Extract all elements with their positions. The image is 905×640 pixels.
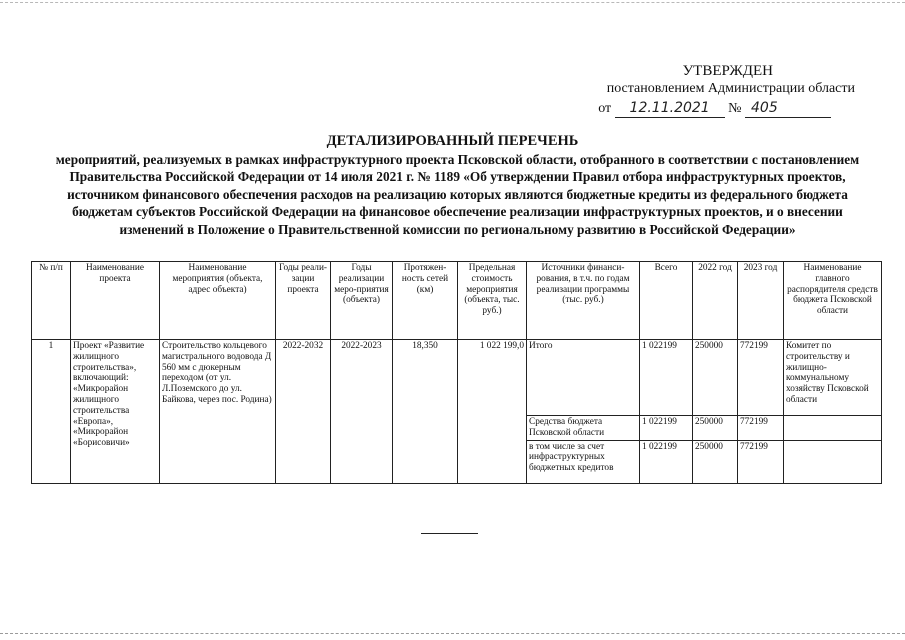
row-number-cell: 1 [32, 340, 71, 484]
source-name-cell: Средства бюджета Псковской области [527, 416, 640, 441]
header-cell: № п/п [32, 262, 71, 340]
events-table [31, 261, 882, 484]
header-cell: Источники финанси-рования, в т.ч. по годам реализации программы (тыс. руб.) [527, 262, 640, 340]
header-cell: Наименование проекта [71, 262, 160, 340]
header-cell: Предельная стоимость мероприятия (объекта, тыс. руб.) [458, 262, 527, 340]
event-years-cell: 2022-2023 [331, 340, 393, 484]
header-cell: 2022 год [693, 262, 738, 340]
date-prefix: от [598, 101, 612, 116]
max-cost-cell: 1 022 199,0 [458, 340, 527, 484]
header-cell: Наименование мероприятия (объекта, адрес объекта) [160, 262, 276, 340]
table-header-row [32, 262, 882, 340]
scan-edge-top [0, 2, 905, 3]
manager-cell-empty [784, 416, 882, 441]
source-2022-cell: 250000 [693, 340, 738, 416]
handwritten-date: 12.11.2021 [615, 99, 725, 118]
source-total-cell: 1 022199 [640, 416, 693, 441]
number-prefix: № [728, 101, 742, 116]
approval-block [555, 62, 855, 116]
source-name-cell: Итого [527, 340, 640, 416]
manager-cell-empty [784, 440, 882, 483]
approval-title: УТВЕРЖДЕН [682, 63, 773, 79]
header-cell: Наименование главного распорядителя средств бюджета Псковской области [784, 262, 882, 340]
document-subtitle: мероприятий, реализуемых в рамках инфраструктурного проекта Псковской области, отобранного в соответствии с постановлением Правительства Российской Федерации от 14 июля 2021 г. № 1189 «Об утверждении Правил отбора инфраструктурных проектов, источником финансового обеспечения расходов на реализацию которых являются бюджетные кредиты из федерального бюджета бюджетам субъектов Российской Федерации на финансовое обеспечение реализации инфраструктурных проектов, и о внесении изменений в Положение о Правительственной комиссии по региональному развитию в Российской Федерации» [55, 152, 860, 237]
source-2022-cell: 250000 [693, 416, 738, 441]
header-cell: Протяжен-ность сетей (км) [393, 262, 458, 340]
manager-cell: Комитет по строительству и жилищно-коммунальному хозяйству Псковской области [784, 340, 882, 416]
project-years-cell: 2022-2032 [276, 340, 331, 484]
source-name-cell: в том числе за счет инфраструктурных бюджетных кредитов [527, 440, 640, 483]
network-length-cell: 18,350 [393, 340, 458, 484]
header-cell: Всего [640, 262, 693, 340]
source-2023-cell: 772199 [738, 440, 784, 483]
document-title: ДЕТАЛИЗИРОВАННЫЙ ПЕРЕЧЕНЬ [326, 133, 579, 149]
header-cell: Годы реализации меро-приятия (объекта) [331, 262, 393, 340]
source-2023-cell: 772199 [738, 416, 784, 441]
approval-resolution-line: постановлением Администрации области [606, 81, 855, 96]
table-row [32, 340, 882, 416]
header-cell: 2023 год [738, 262, 784, 340]
header-cell: Годы реали-зации проекта [276, 262, 331, 340]
scan-edge-bottom [0, 633, 905, 634]
source-total-cell: 1 022199 [640, 440, 693, 483]
source-total-cell: 1 022199 [640, 340, 693, 416]
source-2022-cell: 250000 [693, 440, 738, 483]
project-name-cell: Проект «Развитие жилищного строительства», включающий: «Микрорайон жилищного строительства «Европа», «Микрорайон «Борисовичи» [71, 340, 160, 484]
handwritten-number: 405 [745, 99, 831, 118]
end-of-document-line [421, 533, 478, 534]
event-name-cell: Строительство кольцевого магистрального водовода Д 560 мм с дюкерным переходом (от ул. Л.Поземского до ул. Байкова, через пос. Родина) [160, 340, 276, 484]
source-2023-cell: 772199 [738, 340, 784, 416]
approval-date-number-line [598, 99, 831, 118]
